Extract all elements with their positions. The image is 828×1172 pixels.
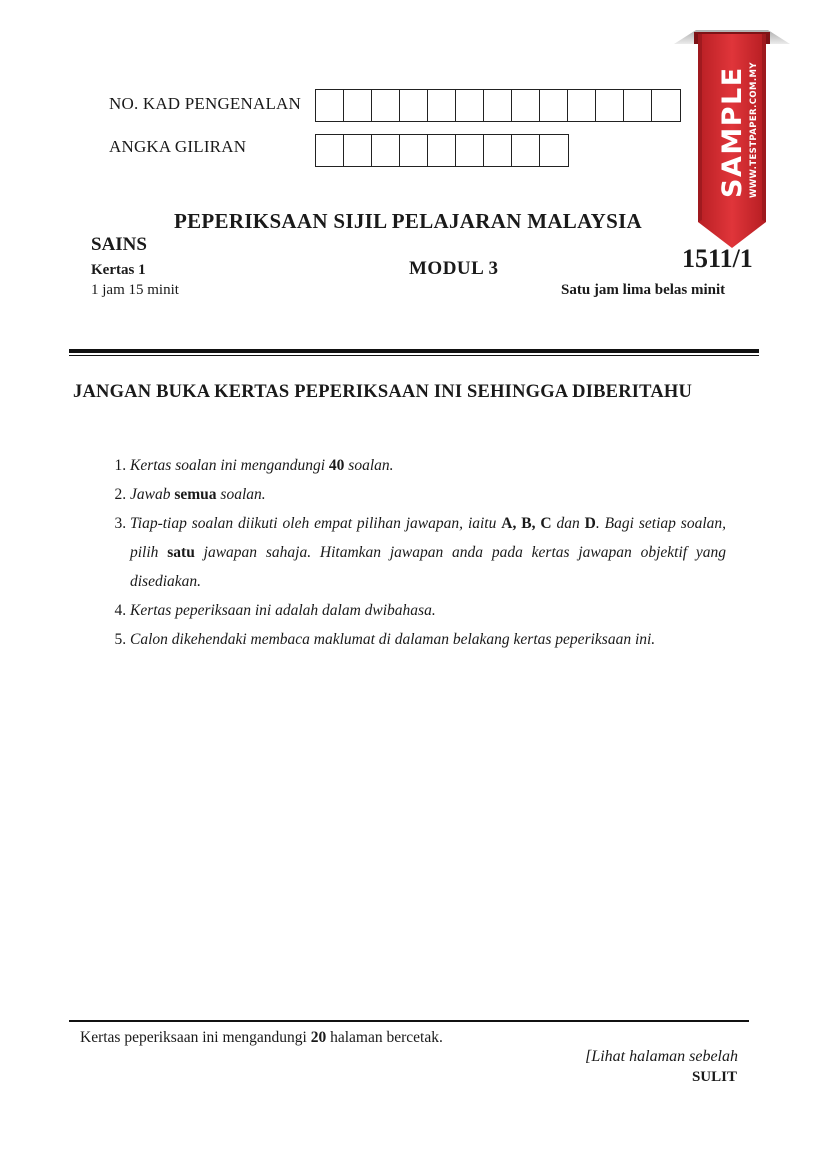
classification-label: SULIT — [691, 1069, 737, 1085]
instruction-item: 1. Kertas soalan ini mengandungi 40 soalan. — [130, 451, 726, 480]
index-digit-box[interactable] — [540, 135, 568, 166]
index-digit-box[interactable] — [456, 135, 484, 166]
ic-digit-box[interactable] — [568, 90, 596, 121]
instruction-item: 4. Kertas peperiksaan ini adalah dalam dwibahasa. — [130, 596, 726, 625]
ic-digit-box[interactable] — [512, 90, 540, 121]
ic-digit-box[interactable] — [540, 90, 568, 121]
ic-digit-box[interactable] — [400, 90, 428, 121]
ic-digit-box[interactable] — [484, 90, 512, 121]
ic-number-boxes[interactable] — [315, 89, 681, 122]
instructions — [104, 451, 726, 654]
header-divider-thin — [69, 355, 759, 356]
index-digit-box[interactable] — [400, 135, 428, 166]
index-digit-box[interactable] — [344, 135, 372, 166]
paper-number: Kertas 1 — [91, 262, 146, 278]
footer-divider — [69, 1020, 749, 1022]
stamp-word: SAMPLE — [717, 66, 748, 198]
index-digit-box[interactable] — [512, 135, 540, 166]
ic-digit-box[interactable] — [428, 90, 456, 121]
instruction-item: 2. Jawab semua soalan. — [130, 480, 726, 509]
instruction-item: 5. Calon dikehendaki membaca maklumat di dalaman belakang kertas peperiksaan ini. — [130, 625, 726, 654]
duration: 1 jam 15 minit — [91, 282, 179, 298]
index-digit-box[interactable] — [428, 135, 456, 166]
ic-digit-box[interactable] — [372, 90, 400, 121]
index-label: ANGKA GILIRAN — [109, 137, 247, 156]
ic-digit-box[interactable] — [316, 90, 344, 121]
index-digit-box[interactable] — [484, 135, 512, 166]
instruction-item: 3. Tiap-tiap soalan diikuti oleh empat pilihan jawapan, iaitu A, B, C dan D. Bagi setiap soalan, pilih satu jawapan sahaja. Hitamkan jawapan anda pada kertas jawapan objektif yang disediakan. — [130, 509, 726, 596]
header-divider — [69, 349, 759, 353]
ic-label: NO. KAD PENGENALAN — [109, 94, 302, 113]
warning-heading: JANGAN BUKA KERTAS PEPERIKSAAN INI SEHINGGA DIBERITAHU — [73, 382, 693, 402]
exam-title: PEPERIKSAAN SIJIL PELAJARAN MALAYSIA — [174, 209, 643, 233]
stamp-site: WWW.TESTPAPER.COM.MY — [749, 62, 759, 198]
duration-in-words: Satu jam lima belas minit — [561, 282, 726, 298]
next-page-note: [Lihat halaman sebelah — [585, 1048, 738, 1065]
index-digit-box[interactable] — [316, 135, 344, 166]
page-count-note: Kertas peperiksaan ini mengandungi 20 halaman bercetak. — [80, 1029, 443, 1046]
paper-code: 1511/1 — [682, 244, 753, 273]
sample-ribbon-stamp — [672, 26, 792, 256]
index-number-boxes[interactable] — [315, 134, 569, 167]
ic-digit-box[interactable] — [456, 90, 484, 121]
ic-digit-box[interactable] — [344, 90, 372, 121]
module-label: MODUL 3 — [409, 258, 499, 279]
ic-digit-box[interactable] — [596, 90, 624, 121]
ic-digit-box[interactable] — [624, 90, 652, 121]
subject-name: SAINS — [91, 234, 147, 255]
index-digit-box[interactable] — [372, 135, 400, 166]
